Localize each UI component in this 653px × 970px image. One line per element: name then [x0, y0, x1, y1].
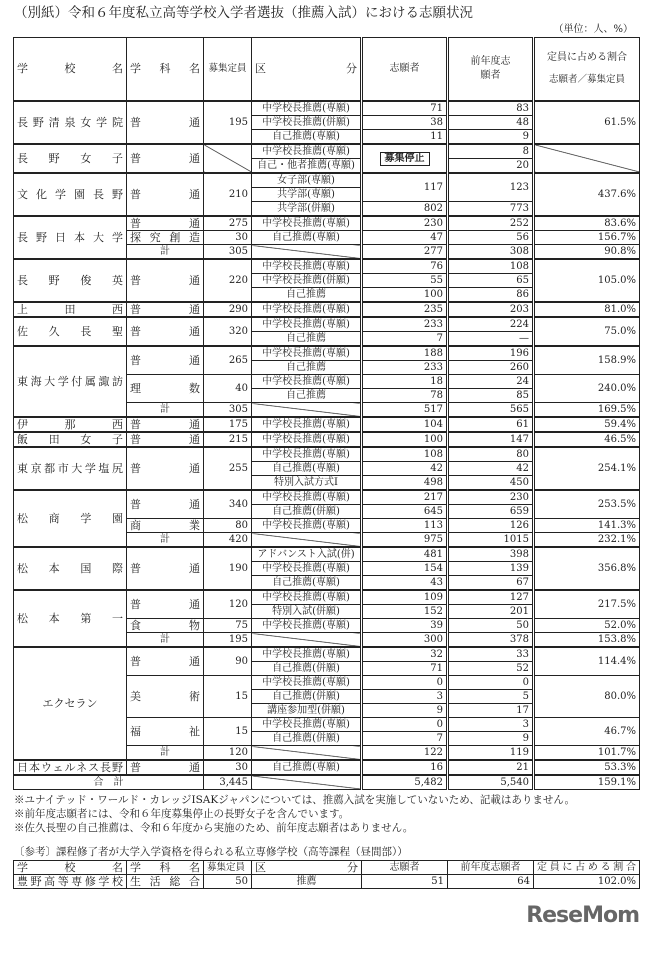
category: 中学校長推薦(専願): [252, 619, 362, 633]
header-capacity: 募集定員: [204, 38, 252, 102]
grand-total-capacity: 3,445: [204, 775, 252, 790]
applicants: 645: [362, 505, 448, 519]
table-row: [14, 875, 640, 889]
dept-name: 福祉: [127, 718, 204, 746]
ratio: 254.1%: [534, 447, 640, 490]
ratio-title: 定員に占める割合: [547, 52, 627, 63]
category: 自己推薦(併願): [252, 690, 362, 704]
previous-applicants: 147: [448, 432, 534, 447]
table-row: [14, 417, 640, 432]
previous-applicants: 21: [448, 760, 534, 775]
ratio: 356.8%: [534, 547, 640, 590]
ratio: 59.4%: [534, 417, 640, 432]
ratio-empty: [534, 144, 640, 173]
applicants: 117: [362, 173, 448, 202]
previous-applicants: 9: [448, 732, 534, 746]
subtotal-previous: 378: [448, 633, 534, 648]
dept-name: 普通: [127, 490, 204, 519]
previous-applicants: 85: [448, 389, 534, 403]
category: 講座参加型(併願): [252, 704, 362, 718]
dept-name: 普通: [127, 447, 204, 490]
table-row: [14, 590, 640, 605]
subtotal-label: 計: [127, 245, 204, 260]
school-name: 東海大学付属諏訪: [14, 346, 127, 417]
subtotal-capacity: 195: [204, 633, 252, 648]
previous-applicants: 450: [448, 476, 534, 491]
dept-name: 普通: [127, 417, 204, 432]
applicants: 32: [362, 647, 448, 662]
category: 中学校長推薦(併願): [252, 116, 362, 130]
capacity: 30: [204, 231, 252, 245]
category: 中学校長推薦(専願): [252, 432, 362, 447]
capacity: 320: [204, 317, 252, 346]
ratio: 141.3%: [534, 519, 640, 533]
ref-category: 推薦: [252, 875, 362, 889]
category: 自己推薦(専願): [252, 760, 362, 775]
category: 自己・他者推薦(専願): [252, 159, 362, 174]
capacity: 340: [204, 490, 252, 519]
ratio: 156.7%: [534, 231, 640, 245]
school-name: 長野女子: [14, 144, 127, 173]
category: 共学部(併願): [252, 202, 362, 217]
school-name: エクセラン: [14, 647, 127, 760]
grand-total-previous: 5,540: [448, 775, 534, 790]
dept-name: 普通: [127, 760, 204, 775]
note: ※ユナイテッド・ワールド・カレッジISAKジャパンについては、推薦入試を実施していないため、記載はありません。: [14, 794, 576, 806]
ratio: 83.6%: [534, 216, 640, 231]
previous-applicants: 48: [448, 116, 534, 130]
applicants: 42: [362, 462, 448, 476]
ref-capacity: 50: [204, 875, 252, 889]
category: アドバンスト入試(併): [252, 547, 362, 562]
dept-name: 商業: [127, 519, 204, 533]
subtotal-previous: 119: [448, 746, 534, 761]
resemom-logo: ReseMom: [526, 903, 639, 928]
capacity: 290: [204, 302, 252, 317]
previous-applicants: 773: [448, 202, 534, 217]
school-name: 文化学園長野: [14, 173, 127, 216]
previous-applicants: 86: [448, 288, 534, 303]
grand-total-applicants: 5,482: [362, 775, 448, 790]
school-name: 松本国際: [14, 547, 127, 590]
capacity: 195: [204, 101, 252, 144]
applicants: 188: [362, 346, 448, 361]
applicants: 38: [362, 116, 448, 130]
category: 自己推薦: [252, 389, 362, 403]
header-category: 区 分: [252, 38, 362, 102]
ratio: 158.9%: [534, 346, 640, 375]
subtotal-previous: 565: [448, 403, 534, 418]
subtotal-ratio: 232.1%: [534, 533, 640, 548]
capacity: 255: [204, 447, 252, 490]
school-name: 日本ウェルネス長野: [14, 760, 127, 775]
category: 自己推薦(併願): [252, 662, 362, 676]
applicants: 0: [362, 718, 448, 732]
table-row: [14, 547, 640, 562]
previous-applicants: 203: [448, 302, 534, 317]
dept-name: 普通: [127, 647, 204, 676]
category: 自己推薦(専願): [252, 130, 362, 145]
ratio: 46.5%: [534, 432, 640, 447]
ref-header-prev: 前年度志願者: [448, 861, 534, 875]
previous-applicants: 123: [448, 173, 534, 202]
header-applicants: 志願者: [362, 38, 448, 102]
capacity: 90: [204, 647, 252, 676]
subtotal-label: 計: [127, 746, 204, 761]
school-name: 長野清泉女学院: [14, 101, 127, 144]
capacity: 15: [204, 718, 252, 746]
category: 中学校長推薦(専願): [252, 718, 362, 732]
category: 中学校長推薦(専願): [252, 519, 362, 533]
category: 中学校長推薦(専願): [252, 346, 362, 361]
category: 中学校長推薦(専願): [252, 590, 362, 605]
applicants: 217: [362, 490, 448, 505]
previous-applicants: 61: [448, 417, 534, 432]
category: 自己推薦(併願): [252, 732, 362, 746]
applicants: 233: [362, 317, 448, 332]
dept-name: 普通: [127, 432, 204, 447]
applicants: 7: [362, 332, 448, 347]
ratio: 437.6%: [534, 173, 640, 216]
category: 中学校長推薦(専願): [252, 101, 362, 116]
applicants: 39: [362, 619, 448, 633]
ratio: 46.7%: [534, 718, 640, 746]
header-prev: 前年度志願者: [448, 38, 534, 102]
ratio: 81.0%: [534, 302, 640, 317]
dept-name: 普通: [127, 144, 204, 173]
applicants: 9: [362, 704, 448, 718]
applicants: 16: [362, 760, 448, 775]
ref-header-capacity: 募集定員: [204, 861, 252, 875]
dept-name: 普通: [127, 216, 204, 231]
previous-applicants: 20: [448, 159, 534, 174]
subtotal-ratio: 101.7%: [534, 746, 640, 761]
school-name: 松本第一: [14, 590, 127, 647]
ratio: 52.0%: [534, 619, 640, 633]
ref-applicants: 51: [362, 875, 448, 889]
previous-applicants: 127: [448, 590, 534, 605]
capacity: 210: [204, 173, 252, 216]
subtotal-ratio: 153.8%: [534, 633, 640, 648]
ratio-formula: 志願者／募集定員: [548, 74, 625, 85]
ratio: 217.5%: [534, 590, 640, 619]
applicants: 55: [362, 274, 448, 288]
previous-applicants: 56: [448, 231, 534, 245]
subtotal-capacity: 120: [204, 746, 252, 761]
document-title: （別紙）令和６年度私立高等学校入学者選抜（推薦入試）における志願状況: [14, 5, 473, 21]
previous-applicants: 52: [448, 662, 534, 676]
school-name: 長野俊英: [14, 259, 127, 302]
previous-applicants: 0: [448, 676, 534, 690]
school-name: 伊那西: [14, 417, 127, 432]
applicants: 113: [362, 519, 448, 533]
category: 中学校長推薦(専願): [252, 676, 362, 690]
applicants: 18: [362, 375, 448, 389]
category: 自己推薦: [252, 361, 362, 375]
table-row: [14, 173, 640, 188]
dept-name: 探究創造: [127, 231, 204, 245]
note: ※佐久長聖の自己推薦は、令和６年度から実施のため、前年度志願者はありません。: [14, 822, 414, 834]
header-ratio: [534, 38, 640, 102]
grand-total-row: [14, 775, 640, 790]
category: 中学校長推薦(専願): [252, 302, 362, 317]
dept-name: 普通: [127, 173, 204, 216]
applicants: 71: [362, 101, 448, 116]
applicants: 0: [362, 676, 448, 690]
reference-table: [13, 860, 640, 889]
dept-name: 普通: [127, 590, 204, 619]
school-name: 東京都市大学塩尻: [14, 447, 127, 490]
grand-total-ratio: 159.1%: [534, 775, 640, 790]
dept-name: 普通: [127, 302, 204, 317]
subtotal-category-empty: [252, 245, 362, 260]
recruitment-stopped-badge: 募集停止: [380, 152, 430, 166]
category: 中学校長推薦(専願): [252, 259, 362, 274]
subtotal-capacity: 420: [204, 533, 252, 548]
table-row: [14, 144, 640, 159]
category: 自己推薦: [252, 332, 362, 347]
capacity-empty: [204, 144, 252, 173]
dept-name: 普通: [127, 101, 204, 144]
previous-applicants: 80: [448, 447, 534, 462]
applicants: 498: [362, 476, 448, 491]
applicants: 43: [362, 576, 448, 591]
previous-applicants: 42: [448, 462, 534, 476]
dept-name: 普通: [127, 346, 204, 375]
ref-dept: 生活総合: [127, 875, 204, 889]
applicants: 235: [362, 302, 448, 317]
applicants: 11: [362, 130, 448, 145]
dept-name: 美術: [127, 676, 204, 718]
school-name: 松商学園: [14, 490, 127, 547]
category: 中学校長推薦(専願): [252, 447, 362, 462]
table-row: [14, 760, 640, 775]
subtotal-capacity: 305: [204, 403, 252, 418]
applicants: 802: [362, 202, 448, 217]
capacity: 190: [204, 547, 252, 590]
dept-name: 普通: [127, 259, 204, 302]
ratio: 105.0%: [534, 259, 640, 302]
category: 中学校長推薦(専願): [252, 562, 362, 576]
applicants: 3: [362, 690, 448, 704]
previous-applicants: 126: [448, 519, 534, 533]
subtotal-applicants: 277: [362, 245, 448, 260]
subtotal-category-empty: [252, 633, 362, 648]
reference-title: 〔参考〕課程修了者が大学入学資格を得られる私立専修学校（高等課程（昼間部））: [14, 846, 408, 858]
previous-applicants: 252: [448, 216, 534, 231]
applicants: 481: [362, 547, 448, 562]
capacity: 215: [204, 432, 252, 447]
previous-applicants: 33: [448, 647, 534, 662]
subtotal-applicants: 300: [362, 633, 448, 648]
subtotal-label: 計: [127, 633, 204, 648]
dept-name: 食物: [127, 619, 204, 633]
subtotal-capacity: 305: [204, 245, 252, 260]
capacity: 15: [204, 676, 252, 718]
applicants: 71: [362, 662, 448, 676]
subtotal-label: 計: [127, 533, 204, 548]
ratio: 75.0%: [534, 317, 640, 346]
dept-name: 普通: [127, 547, 204, 590]
category: 女子部(専願): [252, 173, 362, 188]
header-dept: 学 科 名: [127, 38, 204, 102]
ratio: 240.0%: [534, 375, 640, 403]
category: 自己推薦(専願): [252, 576, 362, 591]
previous-applicants: 398: [448, 547, 534, 562]
applicants: 100: [362, 288, 448, 303]
category: 自己推薦(専願): [252, 231, 362, 245]
ratio: 53.3%: [534, 760, 640, 775]
capacity: 120: [204, 590, 252, 619]
applicants: 152: [362, 605, 448, 619]
category: 中学校長推薦(専願): [252, 144, 362, 159]
ref-header-school: 学 校 名: [14, 861, 127, 875]
category: 中学校長推薦(専願): [252, 490, 362, 505]
school-name: 飯田女子: [14, 432, 127, 447]
table-row: [14, 216, 640, 231]
table-row: [14, 101, 640, 116]
previous-applicants: 8: [448, 144, 534, 159]
grand-total-label: 合 計: [14, 775, 204, 790]
table-row: [14, 259, 640, 274]
ref-school: 豊野高等専修学校: [14, 875, 127, 889]
note: ※前年度志願者には、令和６年度募集停止の長野女子を含んでいます。: [14, 808, 350, 820]
previous-applicants: 5: [448, 690, 534, 704]
previous-applicants: 659: [448, 505, 534, 519]
previous-applicants: 9: [448, 130, 534, 145]
category: 自己推薦: [252, 288, 362, 303]
subtotal-category-empty: [252, 403, 362, 418]
previous-applicants: 139: [448, 562, 534, 576]
capacity: 220: [204, 259, 252, 302]
applicants: 109: [362, 590, 448, 605]
applicants: 100: [362, 432, 448, 447]
table-body: [14, 101, 640, 790]
previous-applicants: —: [448, 332, 534, 347]
category: 共学部(専願): [252, 188, 362, 202]
category: 自己推薦(併願): [252, 505, 362, 519]
applicants: 7: [362, 732, 448, 746]
ratio: 253.5%: [534, 490, 640, 519]
subtotal-category-empty: [252, 533, 362, 548]
applicants: 230: [362, 216, 448, 231]
ref-header-category: 区 分: [252, 861, 362, 875]
ratio: 80.0%: [534, 676, 640, 718]
previous-applicants: 201: [448, 605, 534, 619]
category: 中学校長推薦(併願): [252, 274, 362, 288]
capacity: 265: [204, 346, 252, 375]
table-row: [14, 346, 640, 361]
previous-applicants: 24: [448, 375, 534, 389]
category: 自己推薦(専願): [252, 462, 362, 476]
school-name: 佐久長聖: [14, 317, 127, 346]
previous-applicants: 67: [448, 576, 534, 591]
category: 中学校長推薦(専願): [252, 375, 362, 389]
table-row: [14, 447, 640, 462]
previous-applicants: 83: [448, 101, 534, 116]
category: 特別入試(併願): [252, 605, 362, 619]
applicants: 47: [362, 231, 448, 245]
applicants: 108: [362, 447, 448, 462]
subtotal-previous: 308: [448, 245, 534, 260]
capacity: 80: [204, 519, 252, 533]
capacity: 275: [204, 216, 252, 231]
previous-applicants: 224: [448, 317, 534, 332]
previous-applicants: 260: [448, 361, 534, 375]
previous-applicants: 230: [448, 490, 534, 505]
previous-applicants: 65: [448, 274, 534, 288]
subtotal-category-empty: [252, 746, 362, 761]
grand-total-category-empty: [252, 775, 362, 790]
applicants: 104: [362, 417, 448, 432]
category: 中学校長推薦(専願): [252, 317, 362, 332]
category: 中学校長推薦(専願): [252, 417, 362, 432]
applications-table: [13, 37, 640, 790]
category: 中学校長推薦(専願): [252, 647, 362, 662]
table-row: [14, 647, 640, 662]
capacity: 175: [204, 417, 252, 432]
subtotal-label: 計: [127, 403, 204, 418]
dept-name: 普通: [127, 317, 204, 346]
unit-label: （単位：人、%）: [553, 24, 633, 35]
ratio: 114.4%: [534, 647, 640, 676]
category: 中学校長推薦(専願): [252, 216, 362, 231]
table-row: [14, 490, 640, 505]
subtotal-ratio: 90.8%: [534, 245, 640, 260]
applicants: 76: [362, 259, 448, 274]
capacity: 75: [204, 619, 252, 633]
table-row: [14, 317, 640, 332]
header-school: 学 校 名: [14, 38, 127, 102]
table-row: [14, 432, 640, 447]
ref-header-dept: 学 科 名: [127, 861, 204, 875]
previous-applicants: 108: [448, 259, 534, 274]
ref-header-applicants: 志願者: [362, 861, 448, 875]
subtotal-applicants: 122: [362, 746, 448, 761]
subtotal-ratio: 169.5%: [534, 403, 640, 418]
applicants: 233: [362, 361, 448, 375]
capacity: 30: [204, 760, 252, 775]
applicants-stopped: [362, 144, 448, 173]
applicants: 78: [362, 389, 448, 403]
previous-applicants: 196: [448, 346, 534, 361]
ref-prev: 64: [448, 875, 534, 889]
ratio: 61.5%: [534, 101, 640, 144]
previous-applicants: 50: [448, 619, 534, 633]
subtotal-applicants: 517: [362, 403, 448, 418]
ref-header-ratio: 定員に占める割合: [534, 861, 640, 875]
school-name: 上田西: [14, 302, 127, 317]
category: 特別入試方式Ⅰ: [252, 476, 362, 491]
previous-applicants: 17: [448, 704, 534, 718]
notes: [13, 793, 639, 835]
applicants: 154: [362, 562, 448, 576]
subtotal-applicants: 975: [362, 533, 448, 548]
table-row: [14, 302, 640, 317]
school-name: 長野日本大学: [14, 216, 127, 259]
ref-ratio: 102.0%: [534, 875, 640, 889]
dept-name: 理数: [127, 375, 204, 403]
previous-applicants: 3: [448, 718, 534, 732]
subtotal-previous: 1015: [448, 533, 534, 548]
capacity: 40: [204, 375, 252, 403]
